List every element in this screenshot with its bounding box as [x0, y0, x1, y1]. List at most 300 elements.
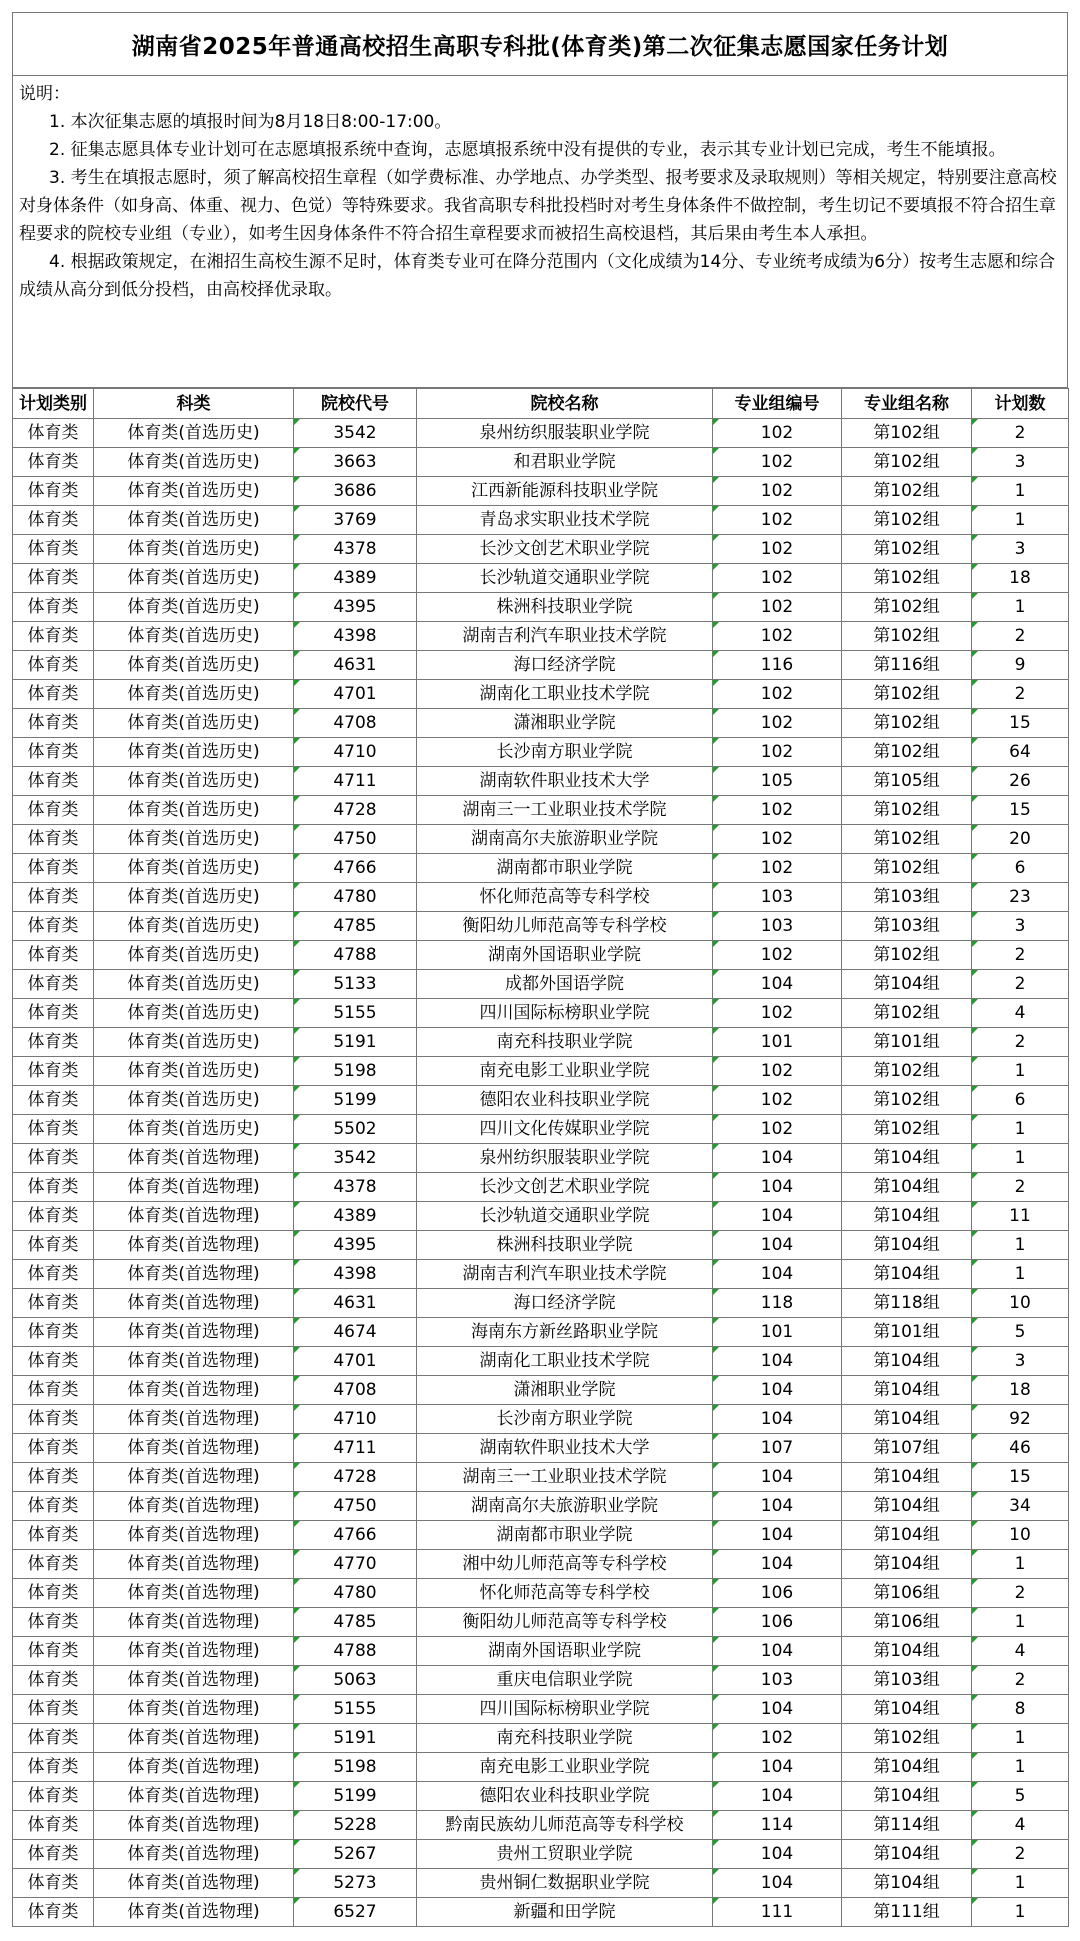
cell-group-number: 102: [713, 1115, 842, 1144]
cell-school-code: 4398: [294, 1260, 417, 1289]
cell-plan-count: 15: [972, 709, 1069, 738]
cell-subject-type: 体育类(首选物理): [94, 1782, 294, 1811]
cell-school-name: 德阳农业科技职业学院: [417, 1782, 713, 1811]
cell-plan-count: 11: [972, 1202, 1069, 1231]
cell-group-number: 102: [713, 1057, 842, 1086]
table-row: [13, 1173, 1069, 1202]
cell-plan-category: 体育类: [13, 1724, 94, 1753]
cell-plan-count: 15: [972, 1463, 1069, 1492]
cell-subject-type: 体育类(首选物理): [94, 1202, 294, 1231]
cell-school-code: 4788: [294, 941, 417, 970]
cell-group-number: 102: [713, 999, 842, 1028]
cell-group-number: 104: [713, 1492, 842, 1521]
cell-plan-count: 1: [972, 1260, 1069, 1289]
cell-subject-type: 体育类(首选历史): [94, 970, 294, 999]
cell-group-number: 101: [713, 1318, 842, 1347]
cell-school-name: 海南东方新丝路职业学院: [417, 1318, 713, 1347]
cell-group-number: 102: [713, 622, 842, 651]
cell-school-name: 湖南外国语职业学院: [417, 941, 713, 970]
cell-group-number: 104: [713, 1463, 842, 1492]
cell-group-number: 104: [713, 1782, 842, 1811]
cell-school-code: 6527: [294, 1898, 417, 1927]
cell-subject-type: 体育类(首选物理): [94, 1666, 294, 1695]
table-row: [13, 477, 1069, 506]
cell-school-name: 湘中幼儿师范高等专科学校: [417, 1550, 713, 1579]
cell-subject-type: 体育类(首选历史): [94, 912, 294, 941]
cell-subject-type: 体育类(首选历史): [94, 709, 294, 738]
table-row: [13, 1898, 1069, 1927]
table-row: [13, 1724, 1069, 1753]
cell-school-code: 4708: [294, 1376, 417, 1405]
cell-group-name: 第104组: [842, 1347, 972, 1376]
cell-school-name: 青岛求实职业技术学院: [417, 506, 713, 535]
cell-subject-type: 体育类(首选历史): [94, 854, 294, 883]
cell-plan-category: 体育类: [13, 941, 94, 970]
cell-school-name: 湖南三一工业职业技术学院: [417, 796, 713, 825]
cell-group-name: 第104组: [842, 1782, 972, 1811]
cell-plan-count: 1: [972, 1057, 1069, 1086]
cell-group-number: 102: [713, 1724, 842, 1753]
cell-subject-type: 体育类(首选物理): [94, 1521, 294, 1550]
cell-subject-type: 体育类(首选物理): [94, 1579, 294, 1608]
cell-group-number: 102: [713, 825, 842, 854]
cell-group-number: 104: [713, 1202, 842, 1231]
cell-group-name: 第104组: [842, 1753, 972, 1782]
cell-group-name: 第104组: [842, 1869, 972, 1898]
cell-subject-type: 体育类(首选物理): [94, 1753, 294, 1782]
cell-school-code: 4631: [294, 651, 417, 680]
cell-school-name: 和君职业学院: [417, 448, 713, 477]
cell-plan-count: 1: [972, 1550, 1069, 1579]
cell-plan-category: 体育类: [13, 1057, 94, 1086]
cell-group-name: 第118组: [842, 1289, 972, 1318]
table-row: [13, 1318, 1069, 1347]
cell-school-code: 5267: [294, 1840, 417, 1869]
cell-group-number: 106: [713, 1608, 842, 1637]
cell-subject-type: 体育类(首选历史): [94, 448, 294, 477]
cell-plan-count: 2: [972, 1666, 1069, 1695]
cell-school-code: 4770: [294, 1550, 417, 1579]
cell-school-code: 5133: [294, 970, 417, 999]
table-row: [13, 912, 1069, 941]
cell-plan-count: 23: [972, 883, 1069, 912]
cell-plan-count: 3: [972, 1347, 1069, 1376]
cell-group-number: 103: [713, 883, 842, 912]
cell-group-number: 102: [713, 680, 842, 709]
cell-subject-type: 体育类(首选物理): [94, 1869, 294, 1898]
cell-plan-category: 体育类: [13, 1492, 94, 1521]
cell-school-name: 湖南外国语职业学院: [417, 1637, 713, 1666]
note-item-1: 1. 本次征集志愿的填报时间为8月18日8:00-17:00。: [49, 112, 452, 132]
cell-plan-count: 2: [972, 622, 1069, 651]
table-row: [13, 1695, 1069, 1724]
cell-plan-count: 20: [972, 825, 1069, 854]
table-row: [13, 1782, 1069, 1811]
cell-school-name: 怀化师范高等专科学校: [417, 883, 713, 912]
cell-group-name: 第102组: [842, 854, 972, 883]
table-row: [13, 1231, 1069, 1260]
cell-plan-count: 5: [972, 1782, 1069, 1811]
table-row: [13, 622, 1069, 651]
cell-school-code: 4701: [294, 680, 417, 709]
cell-plan-count: 1: [972, 1898, 1069, 1927]
cell-plan-category: 体育类: [13, 767, 94, 796]
cell-group-number: 104: [713, 1347, 842, 1376]
cell-plan-category: 体育类: [13, 970, 94, 999]
cell-plan-count: 46: [972, 1434, 1069, 1463]
cell-plan-count: 10: [972, 1289, 1069, 1318]
cell-subject-type: 体育类(首选物理): [94, 1550, 294, 1579]
cell-plan-category: 体育类: [13, 1318, 94, 1347]
table-row: [13, 709, 1069, 738]
cell-plan-count: 3: [972, 912, 1069, 941]
cell-school-name: 株洲科技职业学院: [417, 593, 713, 622]
cell-plan-category: 体育类: [13, 709, 94, 738]
cell-plan-count: 1: [972, 1144, 1069, 1173]
cell-group-number: 102: [713, 1086, 842, 1115]
cell-group-number: 102: [713, 796, 842, 825]
cell-plan-category: 体育类: [13, 1376, 94, 1405]
cell-school-code: 4728: [294, 796, 417, 825]
cell-group-number: 102: [713, 941, 842, 970]
table-row: [13, 1550, 1069, 1579]
cell-group-name: 第105组: [842, 767, 972, 796]
cell-plan-category: 体育类: [13, 1637, 94, 1666]
cell-school-name: 长沙南方职业学院: [417, 1405, 713, 1434]
header-school-name: 院校名称: [417, 389, 713, 419]
cell-plan-count: 9: [972, 651, 1069, 680]
cell-plan-count: 18: [972, 564, 1069, 593]
cell-subject-type: 体育类(首选历史): [94, 477, 294, 506]
cell-group-name: 第104组: [842, 1260, 972, 1289]
cell-group-name: 第102组: [842, 419, 972, 448]
cell-plan-category: 体育类: [13, 1666, 94, 1695]
cell-school-code: 4710: [294, 738, 417, 767]
cell-school-name: 海口经济学院: [417, 1289, 713, 1318]
cell-plan-category: 体育类: [13, 912, 94, 941]
table-row: [13, 767, 1069, 796]
table-row: [13, 970, 1069, 999]
cell-school-code: 4674: [294, 1318, 417, 1347]
cell-school-code: 4750: [294, 825, 417, 854]
cell-plan-category: 体育类: [13, 535, 94, 564]
cell-school-code: 5155: [294, 999, 417, 1028]
cell-plan-category: 体育类: [13, 1115, 94, 1144]
cell-group-name: 第104组: [842, 1376, 972, 1405]
table-row: [13, 825, 1069, 854]
cell-group-number: 104: [713, 1376, 842, 1405]
cell-group-number: 102: [713, 593, 842, 622]
cell-group-name: 第104组: [842, 1405, 972, 1434]
cell-plan-count: 1: [972, 1231, 1069, 1260]
cell-plan-category: 体育类: [13, 1869, 94, 1898]
cell-subject-type: 体育类(首选历史): [94, 1057, 294, 1086]
table-row: [13, 1289, 1069, 1318]
cell-subject-type: 体育类(首选物理): [94, 1434, 294, 1463]
table-row: [13, 796, 1069, 825]
table-row: [13, 419, 1069, 448]
cell-group-name: 第102组: [842, 535, 972, 564]
plan-table: [12, 388, 1069, 1927]
cell-plan-category: 体育类: [13, 1289, 94, 1318]
cell-group-name: 第106组: [842, 1579, 972, 1608]
cell-group-name: 第102组: [842, 1115, 972, 1144]
cell-plan-category: 体育类: [13, 1405, 94, 1434]
table-row: [13, 1811, 1069, 1840]
table-row: [13, 1086, 1069, 1115]
cell-school-name: 长沙文创艺术职业学院: [417, 535, 713, 564]
cell-subject-type: 体育类(首选历史): [94, 1115, 294, 1144]
table-row: [13, 1608, 1069, 1637]
cell-school-code: 3542: [294, 1144, 417, 1173]
cell-school-name: 湖南都市职业学院: [417, 1521, 713, 1550]
table-row: [13, 506, 1069, 535]
cell-subject-type: 体育类(首选物理): [94, 1463, 294, 1492]
cell-school-code: 4631: [294, 1289, 417, 1318]
header-school-code: 院校代号: [294, 389, 417, 419]
cell-plan-category: 体育类: [13, 593, 94, 622]
cell-plan-category: 体育类: [13, 825, 94, 854]
cell-school-code: 4728: [294, 1463, 417, 1492]
cell-plan-category: 体育类: [13, 680, 94, 709]
cell-group-name: 第104组: [842, 970, 972, 999]
cell-subject-type: 体育类(首选历史): [94, 564, 294, 593]
cell-group-name: 第102组: [842, 622, 972, 651]
cell-school-code: 4780: [294, 1579, 417, 1608]
cell-group-name: 第104组: [842, 1173, 972, 1202]
cell-group-number: 102: [713, 506, 842, 535]
cell-subject-type: 体育类(首选物理): [94, 1811, 294, 1840]
cell-group-name: 第104组: [842, 1144, 972, 1173]
cell-school-code: 4785: [294, 1608, 417, 1637]
cell-subject-type: 体育类(首选物理): [94, 1144, 294, 1173]
cell-plan-category: 体育类: [13, 1463, 94, 1492]
cell-group-name: 第104组: [842, 1550, 972, 1579]
cell-plan-count: 3: [972, 535, 1069, 564]
cell-school-name: 衡阳幼儿师范高等专科学校: [417, 1608, 713, 1637]
cell-school-name: 衡阳幼儿师范高等专科学校: [417, 912, 713, 941]
cell-subject-type: 体育类(首选物理): [94, 1898, 294, 1927]
notes-section: [12, 75, 1068, 388]
cell-plan-category: 体育类: [13, 1202, 94, 1231]
cell-group-name: 第103组: [842, 912, 972, 941]
cell-plan-category: 体育类: [13, 999, 94, 1028]
cell-school-code: 3542: [294, 419, 417, 448]
cell-group-number: 102: [713, 419, 842, 448]
cell-school-name: 德阳农业科技职业学院: [417, 1086, 713, 1115]
header-group-number: 专业组编号: [713, 389, 842, 419]
table-row: [13, 1666, 1069, 1695]
cell-school-name: 长沙轨道交通职业学院: [417, 1202, 713, 1231]
cell-school-name: 湖南吉利汽车职业技术学院: [417, 1260, 713, 1289]
cell-subject-type: 体育类(首选历史): [94, 535, 294, 564]
header-plan-category: 计划类别: [13, 389, 94, 419]
cell-plan-count: 34: [972, 1492, 1069, 1521]
cell-subject-type: 体育类(首选物理): [94, 1260, 294, 1289]
cell-plan-count: 1: [972, 1753, 1069, 1782]
cell-school-name: 贵州铜仁数据职业学院: [417, 1869, 713, 1898]
table-row: [13, 651, 1069, 680]
cell-plan-count: 5: [972, 1318, 1069, 1347]
cell-subject-type: 体育类(首选物理): [94, 1724, 294, 1753]
cell-plan-count: 4: [972, 999, 1069, 1028]
cell-subject-type: 体育类(首选物理): [94, 1289, 294, 1318]
cell-plan-count: 8: [972, 1695, 1069, 1724]
table-header-row: [13, 389, 1069, 419]
cell-school-code: 4395: [294, 1231, 417, 1260]
cell-group-name: 第102组: [842, 477, 972, 506]
cell-school-code: 3686: [294, 477, 417, 506]
cell-school-code: 4701: [294, 1347, 417, 1376]
cell-school-name: 四川国际标榜职业学院: [417, 999, 713, 1028]
cell-group-name: 第102组: [842, 999, 972, 1028]
cell-subject-type: 体育类(首选物理): [94, 1173, 294, 1202]
table-row: [13, 448, 1069, 477]
cell-plan-category: 体育类: [13, 1753, 94, 1782]
cell-plan-category: 体育类: [13, 1028, 94, 1057]
cell-group-name: 第101组: [842, 1318, 972, 1347]
table-row: [13, 1434, 1069, 1463]
cell-school-code: 4398: [294, 622, 417, 651]
cell-subject-type: 体育类(首选历史): [94, 999, 294, 1028]
cell-school-name: 南充科技职业学院: [417, 1028, 713, 1057]
cell-school-name: 潇湘职业学院: [417, 709, 713, 738]
cell-school-name: 湖南化工职业技术学院: [417, 1347, 713, 1376]
cell-school-name: 海口经济学院: [417, 651, 713, 680]
cell-group-name: 第102组: [842, 1086, 972, 1115]
cell-plan-category: 体育类: [13, 883, 94, 912]
cell-group-number: 104: [713, 1260, 842, 1289]
cell-school-code: 4750: [294, 1492, 417, 1521]
table-row: [13, 1637, 1069, 1666]
cell-plan-count: 2: [972, 1840, 1069, 1869]
cell-subject-type: 体育类(首选历史): [94, 796, 294, 825]
cell-plan-count: 26: [972, 767, 1069, 796]
cell-plan-count: 2: [972, 1173, 1069, 1202]
cell-school-code: 4710: [294, 1405, 417, 1434]
cell-subject-type: 体育类(首选历史): [94, 419, 294, 448]
cell-plan-count: 10: [972, 1521, 1069, 1550]
table-row: [13, 680, 1069, 709]
document-sheet: [12, 12, 1068, 1927]
cell-plan-count: 1: [972, 477, 1069, 506]
cell-group-name: 第104组: [842, 1492, 972, 1521]
cell-school-code: 4780: [294, 883, 417, 912]
cell-school-code: 5273: [294, 1869, 417, 1898]
notes-heading: 说明：: [19, 84, 70, 104]
table-row: [13, 941, 1069, 970]
cell-school-name: 四川国际标榜职业学院: [417, 1695, 713, 1724]
cell-plan-count: 1: [972, 506, 1069, 535]
cell-subject-type: 体育类(首选物理): [94, 1405, 294, 1434]
cell-group-number: 104: [713, 1695, 842, 1724]
cell-group-number: 104: [713, 1173, 842, 1202]
cell-plan-category: 体育类: [13, 738, 94, 767]
cell-school-code: 4785: [294, 912, 417, 941]
cell-group-name: 第102组: [842, 1057, 972, 1086]
cell-plan-count: 18: [972, 1376, 1069, 1405]
table-row: [13, 1869, 1069, 1898]
cell-group-name: 第104组: [842, 1202, 972, 1231]
cell-school-code: 4708: [294, 709, 417, 738]
cell-school-name: 成都外国语学院: [417, 970, 713, 999]
cell-plan-count: 6: [972, 854, 1069, 883]
cell-group-number: 102: [713, 738, 842, 767]
cell-group-name: 第102组: [842, 709, 972, 738]
cell-group-number: 101: [713, 1028, 842, 1057]
cell-group-number: 111: [713, 1898, 842, 1927]
cell-school-code: 4389: [294, 564, 417, 593]
cell-school-name: 泉州纺织服装职业学院: [417, 419, 713, 448]
cell-group-name: 第103组: [842, 883, 972, 912]
cell-group-number: 116: [713, 651, 842, 680]
cell-school-code: 5228: [294, 1811, 417, 1840]
cell-school-code: 3769: [294, 506, 417, 535]
table-row: [13, 1376, 1069, 1405]
cell-subject-type: 体育类(首选历史): [94, 622, 294, 651]
table-row: [13, 1579, 1069, 1608]
cell-school-name: 湖南都市职业学院: [417, 854, 713, 883]
cell-plan-count: 92: [972, 1405, 1069, 1434]
cell-school-name: 湖南吉利汽车职业技术学院: [417, 622, 713, 651]
cell-plan-count: 2: [972, 941, 1069, 970]
cell-group-number: 104: [713, 1550, 842, 1579]
table-row: [13, 883, 1069, 912]
table-row: [13, 1057, 1069, 1086]
cell-plan-count: 1: [972, 1724, 1069, 1753]
cell-group-number: 102: [713, 854, 842, 883]
cell-school-code: 4711: [294, 767, 417, 796]
cell-plan-category: 体育类: [13, 506, 94, 535]
cell-school-code: 5191: [294, 1028, 417, 1057]
cell-group-name: 第102组: [842, 796, 972, 825]
cell-plan-count: 1: [972, 593, 1069, 622]
table-row: [13, 593, 1069, 622]
cell-school-name: 湖南软件职业技术大学: [417, 1434, 713, 1463]
cell-subject-type: 体育类(首选物理): [94, 1347, 294, 1376]
cell-plan-category: 体育类: [13, 854, 94, 883]
cell-group-number: 102: [713, 709, 842, 738]
cell-plan-category: 体育类: [13, 419, 94, 448]
table-row: [13, 1115, 1069, 1144]
cell-group-name: 第102组: [842, 825, 972, 854]
cell-school-name: 江西新能源科技职业学院: [417, 477, 713, 506]
cell-group-number: 103: [713, 1666, 842, 1695]
cell-plan-category: 体育类: [13, 1579, 94, 1608]
page-title: 湖南省2025年普通高校招生高职专科批(体育类)第二次征集志愿国家任务计划: [12, 12, 1068, 75]
cell-school-code: 5155: [294, 1695, 417, 1724]
cell-subject-type: 体育类(首选历史): [94, 825, 294, 854]
cell-school-name: 湖南高尔夫旅游职业学院: [417, 1492, 713, 1521]
cell-group-number: 102: [713, 448, 842, 477]
cell-plan-count: 4: [972, 1637, 1069, 1666]
cell-subject-type: 体育类(首选历史): [94, 506, 294, 535]
cell-subject-type: 体育类(首选历史): [94, 593, 294, 622]
cell-plan-category: 体育类: [13, 564, 94, 593]
cell-plan-category: 体育类: [13, 1898, 94, 1927]
table-row: [13, 738, 1069, 767]
cell-school-code: 4378: [294, 535, 417, 564]
cell-school-code: 4711: [294, 1434, 417, 1463]
header-subject-type: 科类: [94, 389, 294, 419]
cell-plan-count: 64: [972, 738, 1069, 767]
cell-subject-type: 体育类(首选历史): [94, 738, 294, 767]
cell-group-name: 第104组: [842, 1695, 972, 1724]
cell-group-name: 第114组: [842, 1811, 972, 1840]
cell-group-number: 105: [713, 767, 842, 796]
cell-school-name: 湖南高尔夫旅游职业学院: [417, 825, 713, 854]
header-group-name: 专业组名称: [842, 389, 972, 419]
